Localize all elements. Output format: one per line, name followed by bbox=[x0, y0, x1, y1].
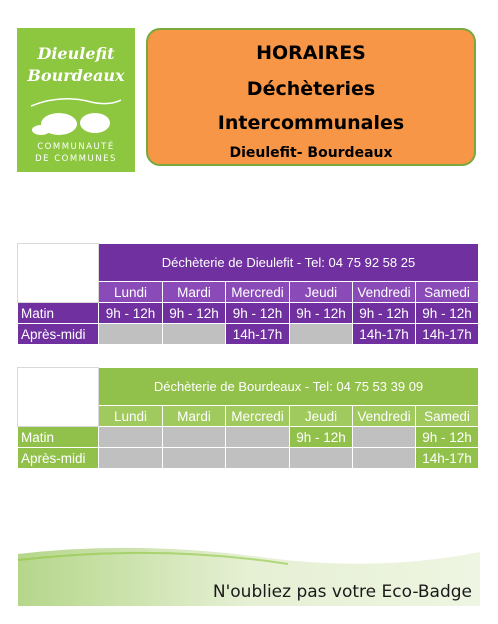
day-header: Jeudi bbox=[290, 282, 353, 303]
bourdeaux-schedule-table bbox=[17, 367, 479, 469]
hills-icon bbox=[31, 96, 121, 138]
day-header: Mardi bbox=[163, 282, 226, 303]
row-label: Après-midi bbox=[18, 324, 99, 345]
dieulefit-schedule-table bbox=[17, 243, 479, 345]
schedule-cell-closed bbox=[163, 427, 226, 448]
schedule-cell: 14h-17h bbox=[416, 448, 479, 469]
title-line-4: Dieulefit- Bourdeaux bbox=[229, 145, 393, 161]
day-header: Mardi bbox=[163, 406, 226, 427]
title-line-1: HORAIRES bbox=[256, 42, 366, 64]
logo-line-4: DE COMMUNES bbox=[35, 154, 117, 164]
table-row bbox=[18, 448, 479, 469]
table-row bbox=[18, 427, 479, 448]
schedule-cell: 9h - 12h bbox=[99, 303, 163, 324]
logo-line-3: COMMUNAUTÉ bbox=[37, 142, 115, 152]
schedule-cell: 9h - 12h bbox=[290, 427, 353, 448]
schedule-cell-closed bbox=[163, 324, 226, 345]
day-header: Samedi bbox=[416, 406, 479, 427]
schedule-cell-closed bbox=[353, 448, 416, 469]
footer-banner bbox=[18, 540, 480, 606]
eco-badge-message: N'oubliez pas votre Eco-Badge bbox=[212, 582, 472, 602]
day-header: Lundi bbox=[99, 406, 163, 427]
day-header: Jeudi bbox=[290, 406, 353, 427]
day-header: Mercredi bbox=[226, 406, 290, 427]
day-header: Vendredi bbox=[353, 282, 416, 303]
table-row bbox=[18, 324, 479, 345]
row-label: Après-midi bbox=[18, 448, 99, 469]
title-line-2: Déchèteries bbox=[246, 78, 376, 100]
logo-line-2: Bourdeaux bbox=[27, 66, 125, 85]
schedule-cell-closed bbox=[99, 448, 163, 469]
schedule-cell: 9h - 12h bbox=[416, 303, 479, 324]
logo-line-1: Dieulefit bbox=[37, 44, 115, 63]
schedule-cell-closed bbox=[163, 448, 226, 469]
schedule-cell: 9h - 12h bbox=[416, 427, 479, 448]
bourdeaux-header: Déchèterie de Bourdeaux - Tel: 04 75 53 39 09 bbox=[99, 368, 479, 406]
schedule-cell-closed bbox=[226, 448, 290, 469]
title-line-3: Intercommunales bbox=[217, 112, 405, 134]
corner-cell bbox=[18, 244, 99, 303]
day-header: Lundi bbox=[99, 282, 163, 303]
schedule-cell-closed bbox=[290, 448, 353, 469]
schedule-cell-closed bbox=[290, 324, 353, 345]
day-header: Mercredi bbox=[226, 282, 290, 303]
schedule-cell: 14h-17h bbox=[416, 324, 479, 345]
schedule-cell-closed bbox=[353, 427, 416, 448]
day-header: Samedi bbox=[416, 282, 479, 303]
schedule-cell-closed bbox=[99, 324, 163, 345]
schedule-cell: 14h-17h bbox=[226, 324, 290, 345]
schedule-cell-closed bbox=[226, 427, 290, 448]
title-box bbox=[146, 28, 476, 166]
dieulefit-header: Déchèterie de Dieulefit - Tel: 04 75 92 58 25 bbox=[99, 244, 479, 282]
schedule-cell: 9h - 12h bbox=[290, 303, 353, 324]
schedule-cell: 9h - 12h bbox=[163, 303, 226, 324]
schedule-cell-closed bbox=[99, 427, 163, 448]
schedule-cell: 14h-17h bbox=[353, 324, 416, 345]
schedule-cell: 9h - 12h bbox=[226, 303, 290, 324]
row-label: Matin bbox=[18, 303, 99, 324]
schedule-cell: 9h - 12h bbox=[353, 303, 416, 324]
row-label: Matin bbox=[18, 427, 99, 448]
corner-cell bbox=[18, 368, 99, 427]
day-header: Vendredi bbox=[353, 406, 416, 427]
table-row bbox=[18, 303, 479, 324]
logo bbox=[17, 28, 135, 172]
